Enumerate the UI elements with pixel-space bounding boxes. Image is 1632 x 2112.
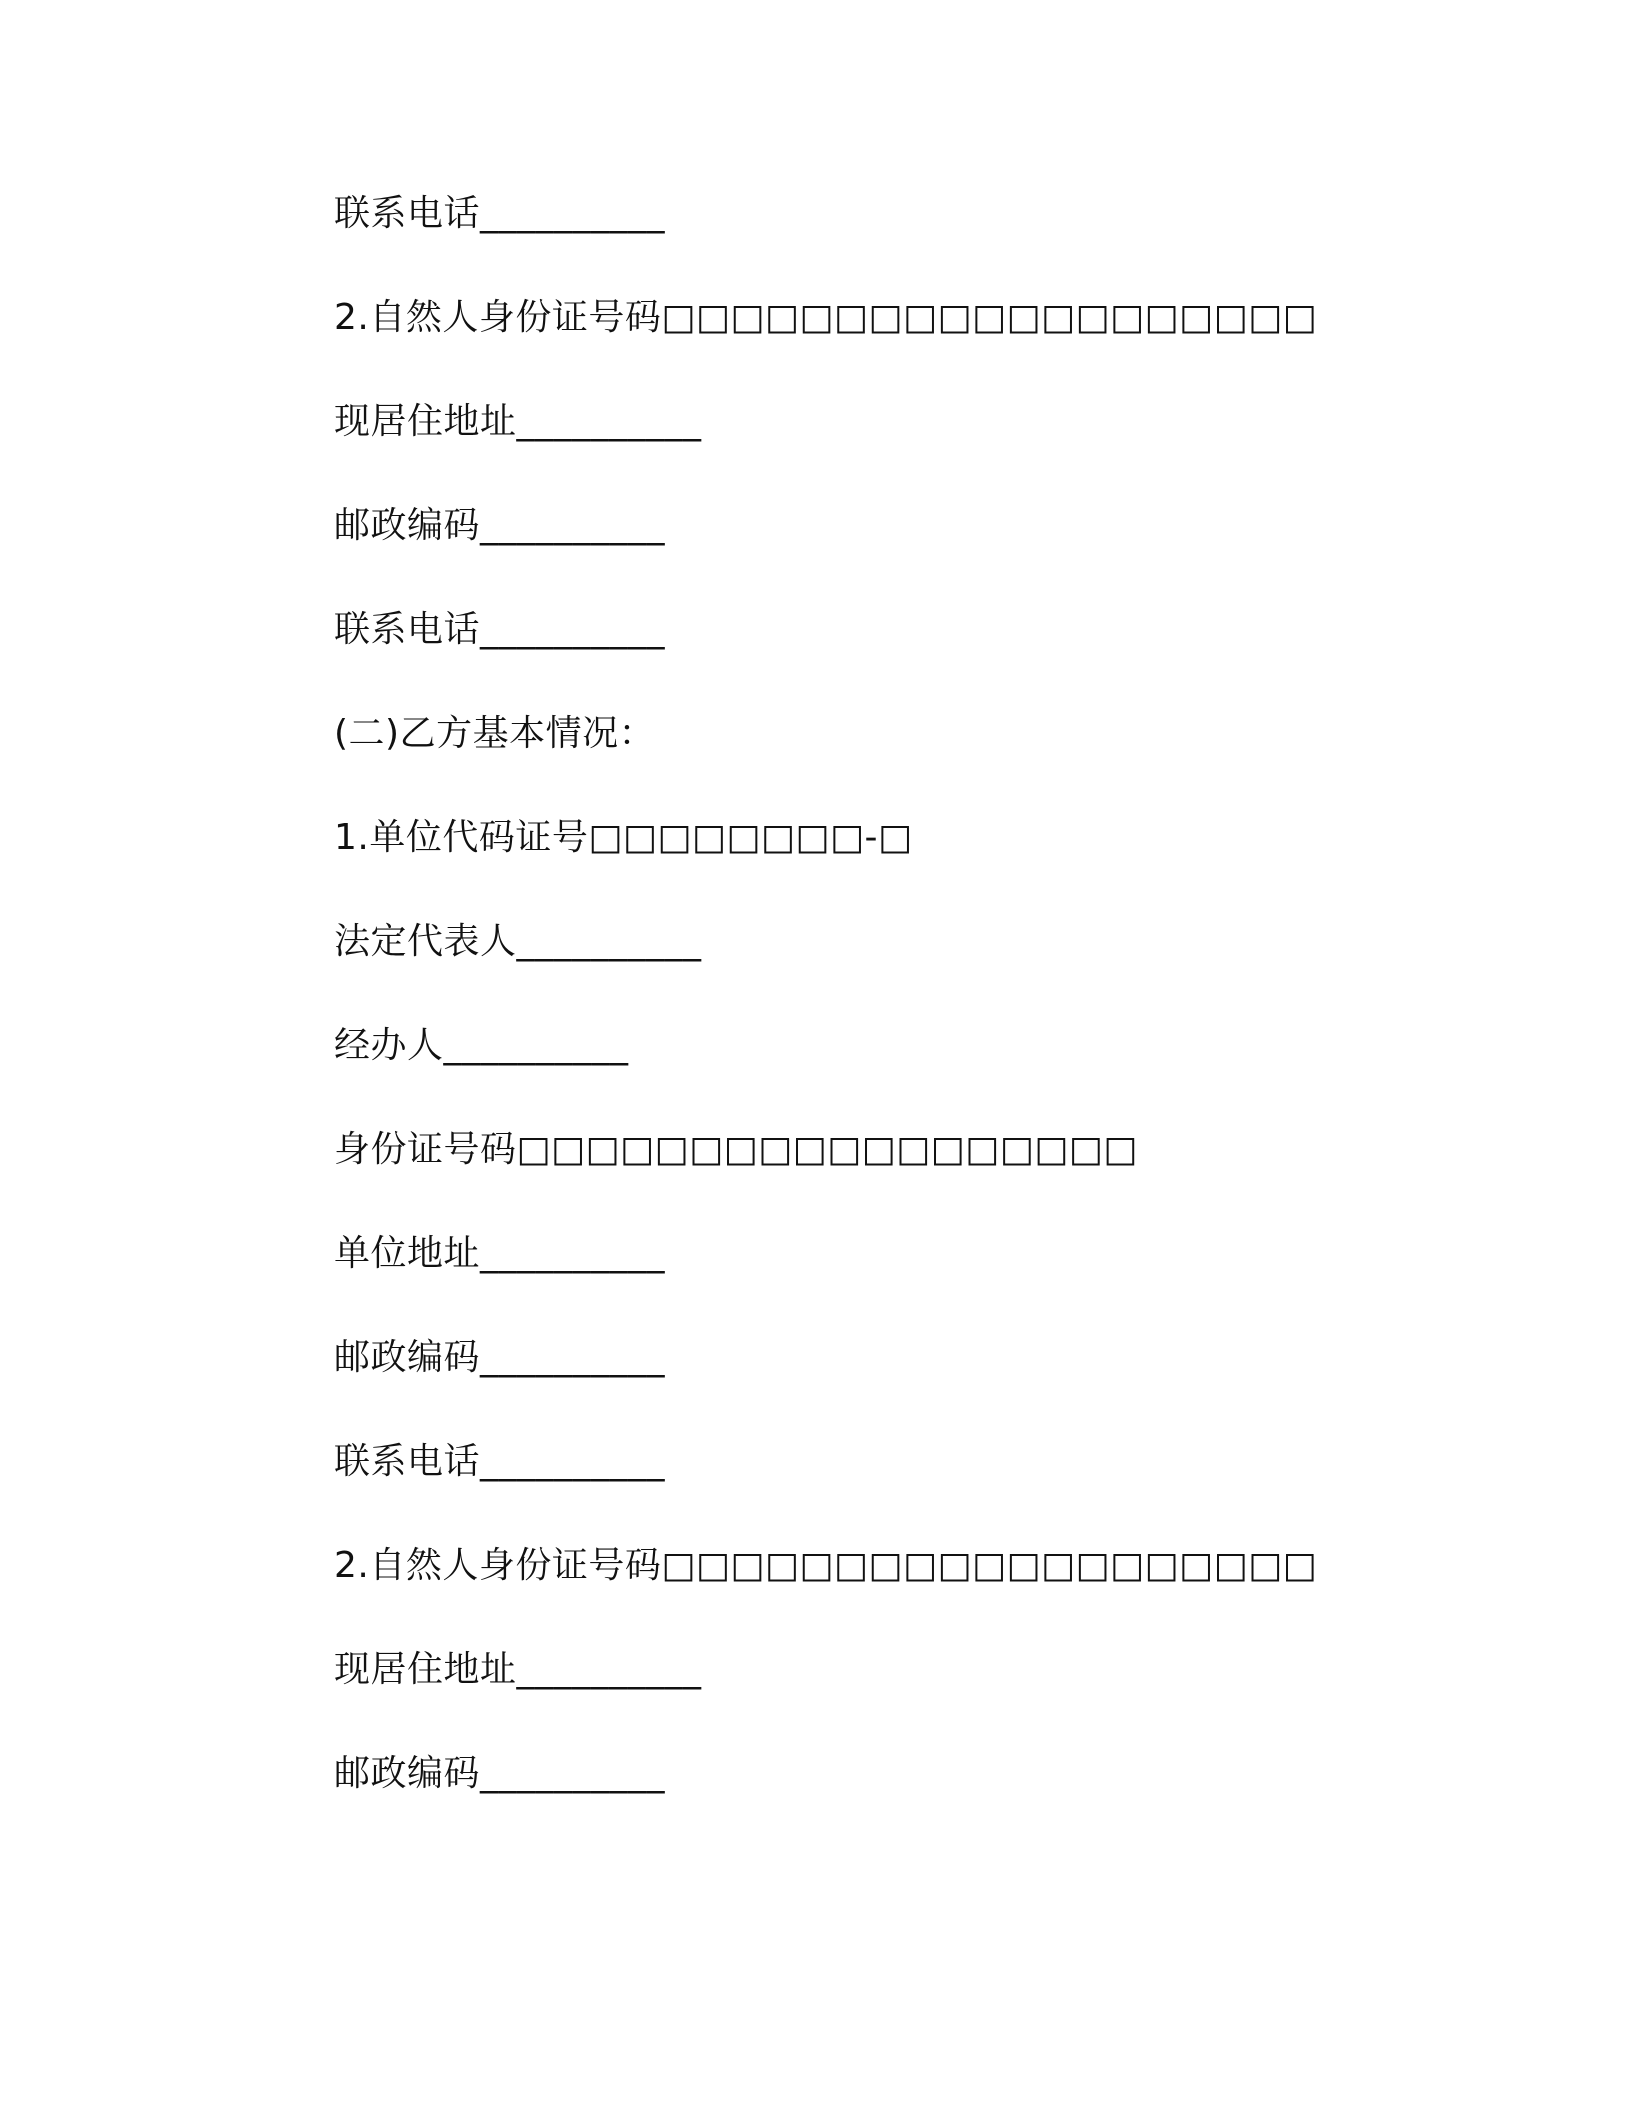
party-a-id-number-line: 2.自然人身份证号码□□□□□□□□□□□□□□□□□□□ xyxy=(334,297,1318,338)
party-b-postcode-line-2: 邮政编码__________ xyxy=(334,1753,666,1794)
party-b-phone-line: 联系电话__________ xyxy=(334,1441,666,1482)
party-b-handler-line: 经办人__________ xyxy=(334,1025,629,1066)
party-b-handler-id-line: 身份证号码□□□□□□□□□□□□□□□□□□ xyxy=(334,1129,1138,1170)
party-b-legal-rep-line: 法定代表人__________ xyxy=(334,921,702,962)
party-b-id-number-line: 2.自然人身份证号码□□□□□□□□□□□□□□□□□□□ xyxy=(334,1545,1318,1586)
document-body xyxy=(334,188,1317,1852)
party-a-postcode-line: 邮政编码__________ xyxy=(334,505,666,546)
party-b-section-heading: (二)乙方基本情况： xyxy=(334,713,656,754)
party-a-phone-line-2: 联系电话__________ xyxy=(334,609,666,650)
party-b-org-code-line: 1.单位代码证号□□□□□□□□-□ xyxy=(334,817,913,858)
party-a-phone-line: 联系电话__________ xyxy=(334,193,666,234)
party-b-org-address-line: 单位地址__________ xyxy=(334,1233,666,1274)
party-b-postcode-line: 邮政编码__________ xyxy=(334,1337,666,1378)
party-a-address-line: 现居住地址__________ xyxy=(334,401,702,442)
party-b-address-line: 现居住地址__________ xyxy=(334,1649,702,1690)
